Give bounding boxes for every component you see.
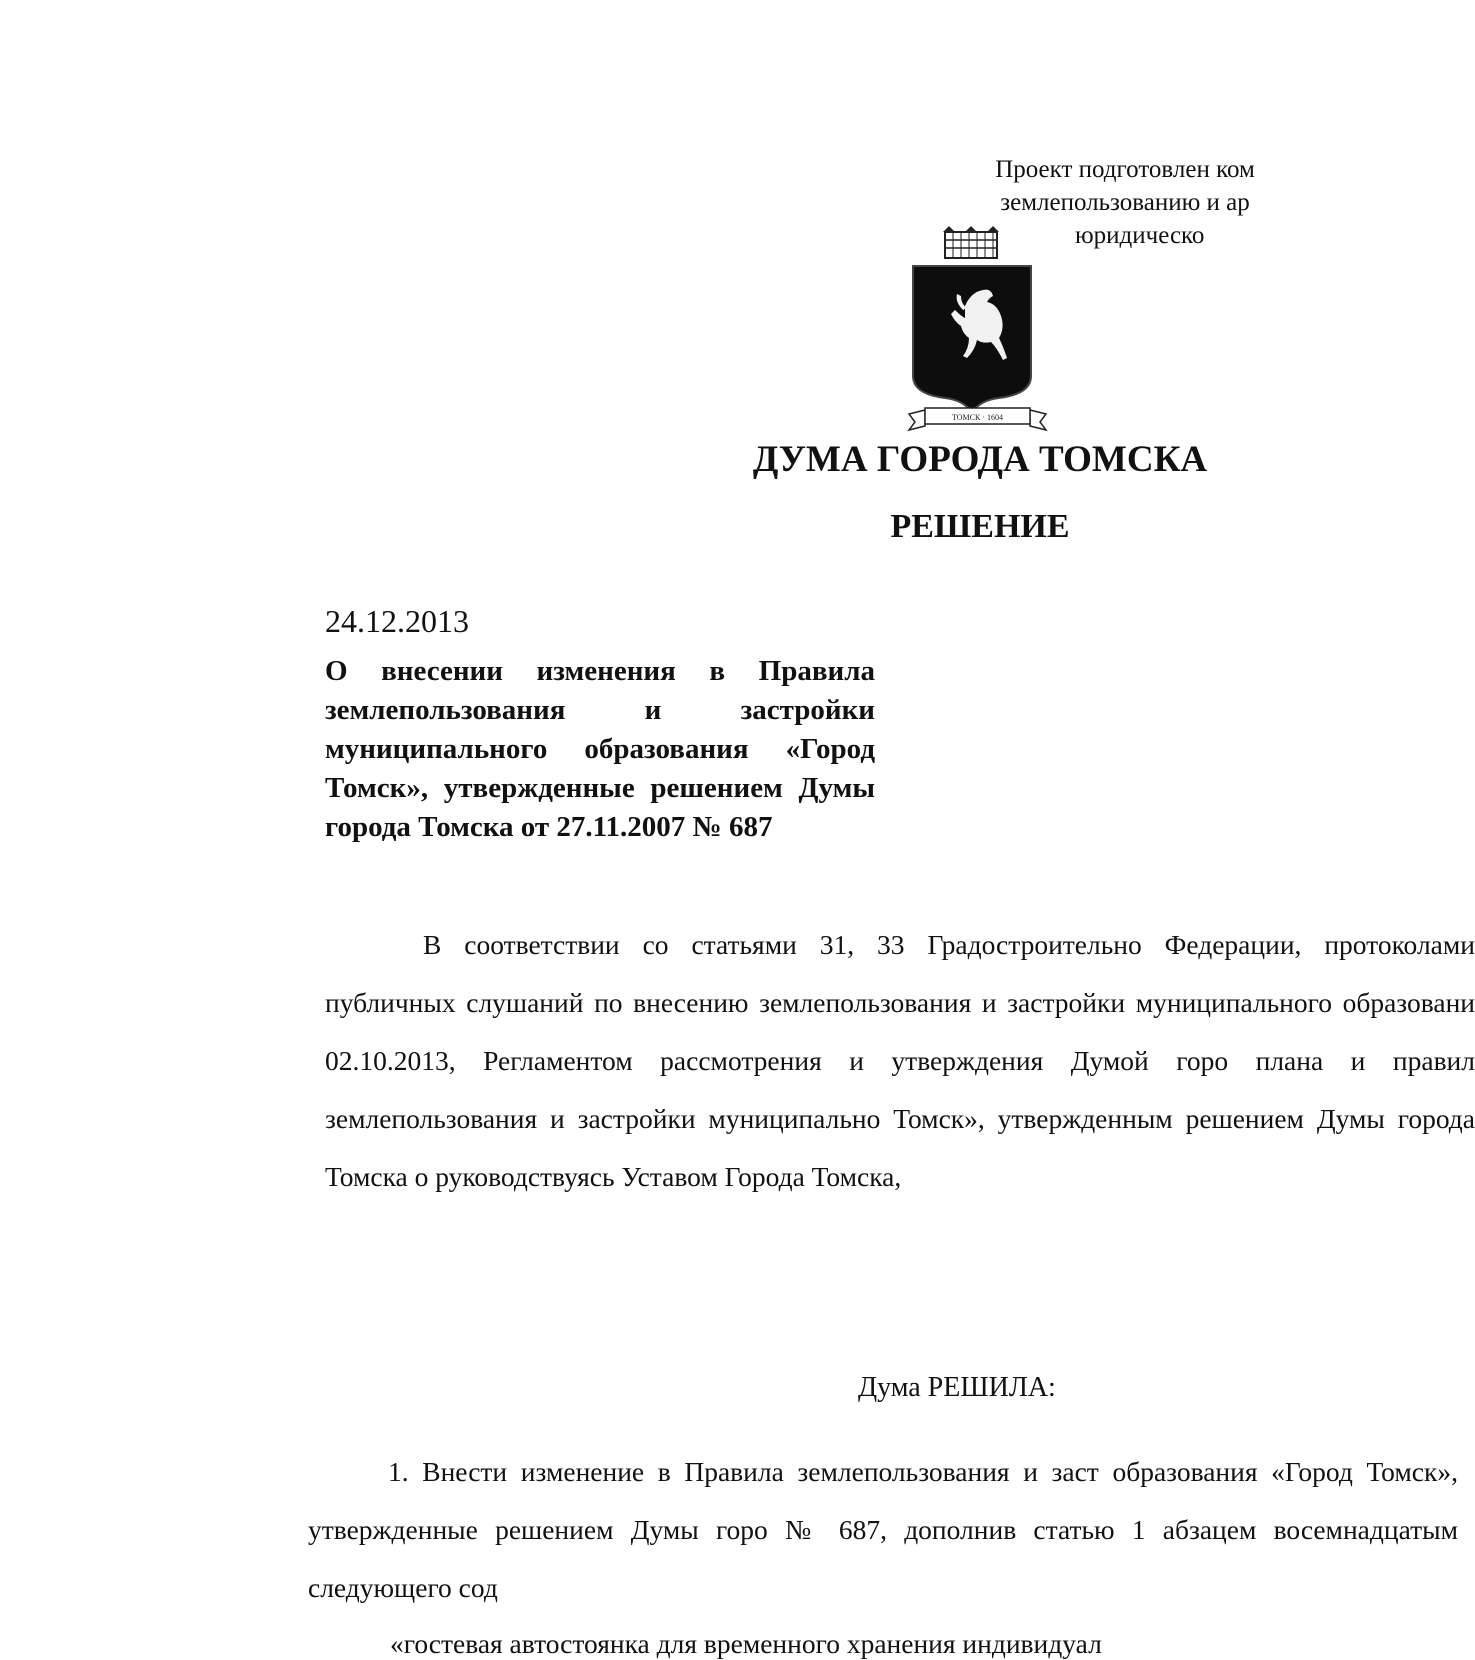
crown-icon <box>943 226 999 258</box>
prepared-by-line-2: землепользованию и ар <box>1000 189 1250 216</box>
preamble-paragraph: В соответствии со статьями 31, 33 Градостроительно Федерации, протоколами публичных слушаний по внесению землепользования и застройки муниципального образовани 02.10.2013, Регламентом рассмотрения и утверждения Думой горо плана и правил землепользования и застройки муниципально Томск», утвержденным решением Думы города Томска о руководствуясь Уставом Города Томска, <box>325 929 1475 1192</box>
prepared-by-line-1: Проект подготовлен ком <box>995 156 1255 183</box>
motto-text: ТОМСК · 1604 <box>951 413 1004 422</box>
decision-subject: О внесении изменения в Правила землепользования и застройки муниципального образования «Город Томск», утвержденные решением Думы города Томска от 27.11.2007 № 687 <box>325 655 875 843</box>
truncated-text-line: «гостевая автостоянка для временного хранения индивидуал <box>390 1628 1102 1659</box>
motto-ribbon <box>909 408 1046 430</box>
resolution-item-1: 1. Внести изменение в Правила землепользования и заст образования «Город Томск», утвержденные решением Думы горо № 687, дополнив статью 1 абзацем восемнадцатым следующего сод <box>308 1456 1458 1603</box>
document-type-title: РЕШЕНИЕ <box>890 508 1070 545</box>
decision-date: 24.12.2013 <box>325 603 469 639</box>
organization-title: ДУМА ГОРОДА ТОМСКА <box>752 439 1208 480</box>
tomsk-coat-of-arms-icon <box>905 226 1050 441</box>
prepared-by-line-3: юридическо <box>1075 222 1205 249</box>
resolution-heading: Дума РЕШИЛА: <box>858 1372 1056 1403</box>
